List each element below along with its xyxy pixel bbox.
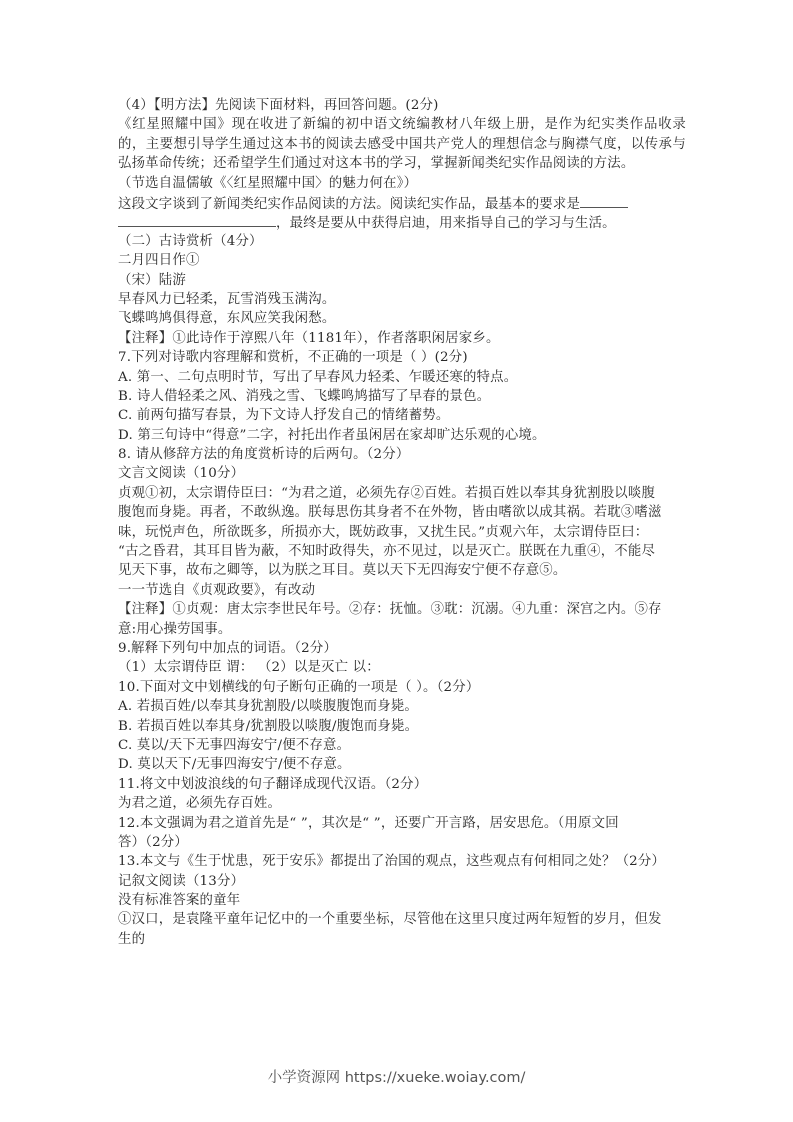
- classical-note-line: 意:用心操劳国事。: [118, 621, 232, 637]
- question-10-option-c: C. 莫以/天下无事四海安宁/便不存意。: [118, 737, 351, 753]
- classical-passage-line: “古之昏君，其耳目皆为蔽，不知时政得失，亦不见过，以是灭亡。朕既在九重④，不能尽: [118, 544, 656, 560]
- classical-section-heading: 文言文阅读（10分）: [118, 466, 245, 482]
- question-9-items: （1）太宗谓侍臣 谓： （2）以是灭亡 以：: [118, 660, 380, 676]
- question-8-stem: 8. 请从修辞方法的角度赏析诗的后两句。（2分）: [118, 447, 410, 463]
- question-7-option-d: D. 第三句诗中“得意”二字，衬托出作者虽闲居在家却旷达乐观的心境。: [118, 427, 546, 443]
- classical-passage-line: 腹饱而身毙。再者，不敢纵逸。朕每思伤其身者不在外物，皆由嗜欲以成其祸。若耽③嗜滋: [118, 505, 662, 521]
- poem-line: 早春风力已轻柔，瓦雪消残玉满沟。: [118, 291, 336, 307]
- question-10-option-b: B. 若损百姓以奉其身/犹割股以啖腹/腹饱而身毙。: [118, 718, 419, 734]
- question-4-stem: （4）【明方法】先阅读下面材料，再回答问题。(2分): [118, 98, 439, 113]
- material-paragraph: 《红星照耀中国》现在收进了新编的初中语文统编教材八年级上册，是作为纪实类作品收录的，主要想引导学生通过这本书的阅读去感受中国共产党人的理想信念与胸襟气度，以传承与弘扬革命传统；还希望学生们通过对这本书的学习，掌握新闻类纪实作品阅读的方法。: [118, 117, 686, 172]
- classical-passage-line: 味，玩悦声色，所欲既多，所损亦大，既妨政事，又扰生民。”贞观六年，太宗谓侍臣曰：: [118, 524, 649, 540]
- question-10-stem: 10.下面对文中划横线的句子断句正确的一项是（ ）。（2分）: [118, 679, 480, 695]
- question-7-stem: 7.下列对诗歌内容理解和赏析，不正确的一项是（ ）(2分): [118, 350, 468, 366]
- classical-source: 一一节选自《贞观政要》，有改动: [118, 582, 316, 598]
- question-12-line: 答）（2分）: [118, 834, 188, 850]
- question-13-stem: 13.本文与《生于忧患，死于安乐》都提出了治国的观点，这些观点有何相同之处？（2分）: [118, 854, 666, 870]
- poem-section-heading: （二）古诗赏析（4分）: [118, 233, 263, 249]
- question-11-sentence: 为君之道，必须先存百姓。: [118, 796, 282, 812]
- question-7-option-c: C. 前两句描写春景，为下文诗人抒发自己的情绪蓄势。: [118, 408, 450, 424]
- poem-author: （宋）陆游: [118, 272, 186, 288]
- question-9-stem: 9.解释下列句中加点的词语。（2分）: [118, 640, 338, 656]
- classical-note-line: 【注释】①贞观：唐太宗李世民年号。②存：抚恤。③耽：沉溺。④九重：深宫之内。⑤存: [118, 602, 662, 618]
- poem-note: 【注释】①此诗作于淳熙八年（1181年），作者落职闲居家乡。: [118, 330, 500, 346]
- fill-in-line-1: [118, 193, 686, 212]
- poem-title: 二月四日作①: [118, 253, 200, 269]
- narrative-title: 没有标准答案的童年: [118, 893, 241, 909]
- answer-blank-1[interactable]: [580, 193, 628, 208]
- material-source: （节选自温儒敏《〈红星照耀中国〉的魅力何在》）: [118, 175, 418, 191]
- question-10-option-a: A. 若损百姓/以奉其身犹割股/以啖腹腹饱而身毙。: [118, 699, 419, 715]
- classical-passage-line: 见天下事，故布之卿等，以为朕之耳目。莫以天下无四海安宁便不存意⑤。: [118, 563, 567, 579]
- document-page: [118, 96, 686, 949]
- poem-line: 飞蝶鸣鸠俱得意，东风应笑我闲愁。: [118, 311, 336, 327]
- fill-in-line-2: [118, 212, 686, 231]
- narrative-paragraph-line: 生的: [118, 931, 146, 947]
- answer-blank-2[interactable]: [118, 212, 276, 227]
- classical-passage-line: 贞观①初，太宗谓侍臣曰：“为君之道，必须先存②百姓。若损百姓以奉其身犹割股以啖腹: [118, 485, 656, 501]
- narrative-section-heading: 记叙文阅读（13分）: [118, 873, 245, 889]
- narrative-paragraph-line: ①汉口，是袁隆平童年记忆中的一个重要坐标，尽管他在这里只度过两年短暂的岁月，但发: [118, 912, 662, 928]
- question-10-option-d: D. 莫以天下/无事四海安宁/便不存意。: [118, 757, 351, 773]
- fill-in-text-1: 这段文字谈到了新闻类纪实作品阅读的方法。阅读纪实作品，最基本的要求是: [118, 197, 581, 212]
- question-7-option-b: B. 诗人借轻柔之风、消残之雪、飞蝶鸣鸠描写了早春的景色。: [118, 388, 491, 404]
- question-11-stem: 11.将文中划波浪线的句子翻译成现代汉语。（2分）: [118, 776, 428, 792]
- fill-in-text-2: ，最终是要从中获得启迪，用来指导自己的学习与生活。: [276, 216, 616, 232]
- question-12-line: 12.本文强调为君之道首先是“ ”，其次是“ ”，还要广开言路，居安思危。（用原文回: [118, 815, 619, 831]
- question-7-option-a: A. 第一、二句点明时节，写出了早春风力轻柔、乍暖还寒的特点。: [118, 369, 518, 385]
- watermark-footer: 小学资源网 https://xueke.woiay.com/: [267, 1070, 526, 1086]
